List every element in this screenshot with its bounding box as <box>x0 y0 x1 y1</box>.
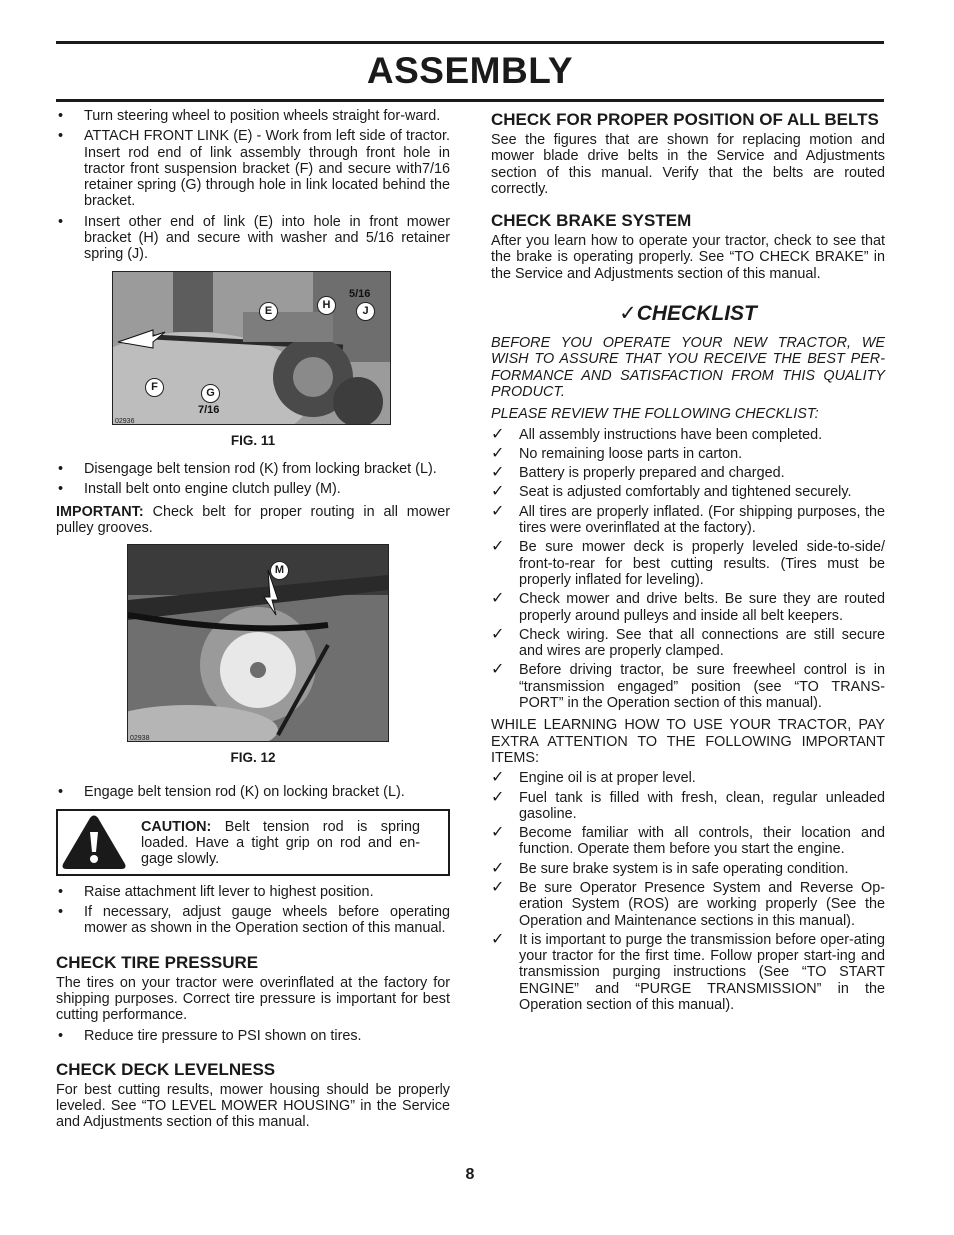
check-icon: ✓ <box>491 857 505 877</box>
checklist-text: Seat is adjusted comfortably and tightened securely. <box>519 484 852 501</box>
deck-levelness-heading: CHECK DECK LEVELNESS <box>56 1059 276 1079</box>
bullet-text: ATTACH FRONT LINK (E) - Work from left side of tractor. Insert rod end of link assembly through front hole in tractor front suspension bracket (F) and secure with7/16 retainer spring (G) through hole in link located behind the bracket. <box>84 128 450 210</box>
callout-e: E <box>259 302 278 321</box>
bullet-item: • Raise attachment lift lever to highest position. <box>58 883 374 900</box>
check-icon: ✓ <box>491 442 505 462</box>
check-icon: ✓ <box>491 659 505 679</box>
check-icon: ✓ <box>491 481 505 501</box>
check-icon: ✓ <box>491 822 505 842</box>
check-icon: ✓ <box>491 928 505 948</box>
bullet-text: Engage belt tension rod (K) on locking bracket (L). <box>84 784 405 801</box>
important-text: Check belt for proper routing in all mower pulley grooves. <box>56 503 450 536</box>
figure-12-caption: FIG. 12 <box>230 750 276 766</box>
checklist-item <box>491 481 885 501</box>
left-column <box>56 108 450 1135</box>
checklist-item <box>491 423 885 443</box>
checklist-item <box>491 588 885 624</box>
figure-code: 02936 <box>115 417 135 425</box>
bullet-item: • ATTACH FRONT LINK (E) - Work from left side of tractor. Insert rod end of link assembly through front hole in tractor front suspension bracket (F) and secure with7/16 retainer spring (G) through hole in link located behind the bracket. <box>58 128 450 210</box>
callout-g: G <box>201 384 220 403</box>
callout-f: F <box>145 378 164 397</box>
check-icon: ✓ <box>491 423 505 443</box>
bullet-item: • Turn steering wheel to position wheels straight for-ward. <box>58 108 441 124</box>
tire-pressure-heading: CHECK TIRE PRESSURE <box>56 952 259 972</box>
checklist-text: Fuel tank is filled with fresh, clean, regular unleaded gasoline. <box>519 789 885 822</box>
checklist-item <box>491 822 885 858</box>
checklist-item <box>491 442 885 462</box>
checklist-text: Engine oil is at proper level. <box>519 770 696 787</box>
caution-text <box>141 819 420 868</box>
caution-box <box>56 809 450 876</box>
check-icon: ✓ <box>491 767 505 787</box>
checklist-item <box>491 536 885 588</box>
bullet-text: Install belt onto engine clutch pulley (M). <box>84 481 341 498</box>
checklist-review: PLEASE REVIEW THE FOLLOWING CHECKLIST: <box>491 406 819 423</box>
checklist-item <box>491 767 885 787</box>
bullet-item: • If necessary, adjust gauge wheels before operating mower as shown in the Operation section of this manual. <box>58 904 450 937</box>
figure-12-illustration <box>128 545 388 741</box>
checklist-item <box>491 786 885 823</box>
checklist-text: No remaining loose parts in carton. <box>519 445 743 462</box>
checklist-text: All tires are properly inflated. (For shipping purposes, the tires were overinflated at the factory). <box>519 503 885 537</box>
checklist-item <box>491 876 885 929</box>
checklist-intro: BEFORE YOU OPERATE YOUR NEW TRACTOR, WE WISH TO ASSURE THAT YOU RECEIVE THE BEST PER-FORMANCE AND SATISFACTION FROM THIS QUALITY PRODUCT. <box>491 335 885 400</box>
checklist-text: Be sure Operator Presence System and Reverse Op-eration System (ROS) are working properly (See the Operation and Maintenance sections in this manual). <box>519 879 885 929</box>
checklist-item <box>491 462 885 482</box>
header-rule-top <box>56 41 884 44</box>
label-5-16: 5/16 <box>349 287 371 300</box>
brake-heading: CHECK BRAKE SYSTEM <box>491 211 692 231</box>
checklist-item <box>491 623 885 660</box>
figure-code: 02938 <box>130 735 150 743</box>
bullet-item: • Disengage belt tension rod (K) from locking bracket (L). <box>58 460 437 477</box>
bullet-text: Insert other end of link (E) into hole in front mower bracket (H) and secure with washer and 5/16 retainer spring (J). <box>84 213 450 263</box>
important-note <box>56 504 450 537</box>
header-rule-bottom <box>56 99 884 102</box>
figure-11-image <box>112 271 391 425</box>
deck-levelness-text: For best cutting results, mower housing should be properly leveled. See “TO LEVEL MOWER HOUSING” in the Service and Adjustments section of this manual. <box>56 1081 450 1131</box>
check-icon: ✓ <box>491 588 505 608</box>
bullet-item: • Engage belt tension rod (K) on locking bracket (L). <box>58 784 405 801</box>
bullet-text: Reduce tire pressure to PSI shown on tires. <box>84 1027 362 1044</box>
brake-text: After you learn how to operate your tractor, check to see that the brake is operating properly. See “TO CHECK BRAKE” in the Service and Adjustments section of this manual. <box>491 233 885 282</box>
bullet-text: Raise attachment lift lever to highest position. <box>84 883 374 900</box>
bullet-item: • Insert other end of link (E) into hole in front mower bracket (H) and secure with washer and 5/16 retainer spring (J). <box>58 213 450 263</box>
right-column <box>491 108 885 1016</box>
callout-m: M <box>270 561 289 580</box>
page-number: 8 <box>465 1166 475 1183</box>
caution-body: Belt tension rod is spring loaded. Have a tight grip on rod and en-gage slowly. <box>141 818 420 868</box>
figure-12 <box>56 544 450 766</box>
page-title: ASSEMBLY <box>366 50 574 91</box>
checklist-item <box>491 500 885 537</box>
checklist-text: All assembly instructions have been completed. <box>519 426 823 443</box>
check-icon: ✓ <box>491 536 505 556</box>
belts-heading: CHECK FOR PROPER POSITION OF ALL BELTS <box>491 110 879 129</box>
callout-h: H <box>317 296 336 315</box>
bullet-text: Turn steering wheel to position wheels straight for-ward. <box>84 108 441 124</box>
checklist-text: Check wiring. See that all connections are still secure and wires are properly clamped. <box>519 626 885 660</box>
checklist-item <box>491 928 885 1014</box>
checklist-text: Become familiar with all controls, their location and function. Operate them before you start the engine. <box>519 825 885 858</box>
label-7-16: 7/16 <box>198 403 220 416</box>
checklist-text: Be sure mower deck is properly leveled side-to-side/ front-to-rear for best cutting results. (Tires must be properly inflated for leveling). <box>519 539 885 588</box>
bullet-item: • Reduce tire pressure to PSI shown on tires. <box>58 1027 362 1044</box>
important-label: IMPORTANT: <box>56 503 144 520</box>
check-icon: ✓ <box>491 462 505 482</box>
tire-pressure-text: The tires on your tractor were overinflated at the factory for shipping purposes. Correct tire pressure is important for best cutting performance. <box>56 974 450 1024</box>
checklist-item <box>491 857 885 877</box>
belts-text: See the figures that are shown for replacing motion and mower blade drive belts in the Service and Adjustments section of this manual. Verify that the belts are routed correctly. <box>491 132 885 197</box>
bullet-text: Disengage belt tension rod (K) from locking bracket (L). <box>84 460 437 477</box>
warning-triangle-icon <box>61 814 127 871</box>
checklist-text: Check mower and drive belts. Be sure they are routed properly around pulleys and inside all belt keepers. <box>519 591 885 624</box>
learning-intro: WHILE LEARNING HOW TO USE YOUR TRACTOR, PAY EXTRA ATTENTION TO THE FOLLOWING IMPORTANT ITEMS: <box>491 717 885 766</box>
figure-12-image <box>127 544 389 742</box>
check-icon: ✓ <box>491 623 505 643</box>
checklist-title <box>491 300 885 327</box>
checklist-title-text: CHECKLIST <box>636 302 757 326</box>
check-icon: ✓ <box>491 500 505 520</box>
check-icon: ✓ <box>491 876 505 896</box>
checklist-item <box>491 659 885 712</box>
checklist-text: Before driving tractor, be sure freewheel control is in “transmission engaged” position (see “TO TRANS-PORT” in the Operation section of this manual). <box>519 662 885 712</box>
callout-j: J <box>356 302 375 321</box>
check-icon: ✓ <box>491 786 505 806</box>
bullet-text: If necessary, adjust gauge wheels before operating mower as shown in the Operation section of this manual. <box>84 904 450 937</box>
check-icon: ✓ <box>619 301 637 326</box>
checklist-text: Be sure brake system is in safe operating condition. <box>519 860 849 877</box>
caution-label: CAUTION: <box>141 818 212 835</box>
figure-11 <box>56 271 450 449</box>
figure-11-caption: FIG. 11 <box>230 432 276 448</box>
checklist-text: It is important to purge the transmission before oper-ating your tractor for the first time. Follow proper start-ing and transmission purging instructions (See “TO START ENGINE” and “PURGE TRANSMISSION” in the Operation section of this manual). <box>519 931 885 1014</box>
bullet-item: • Install belt onto engine clutch pulley (M). <box>58 481 341 498</box>
checklist-text: Battery is properly prepared and charged. <box>519 465 785 482</box>
